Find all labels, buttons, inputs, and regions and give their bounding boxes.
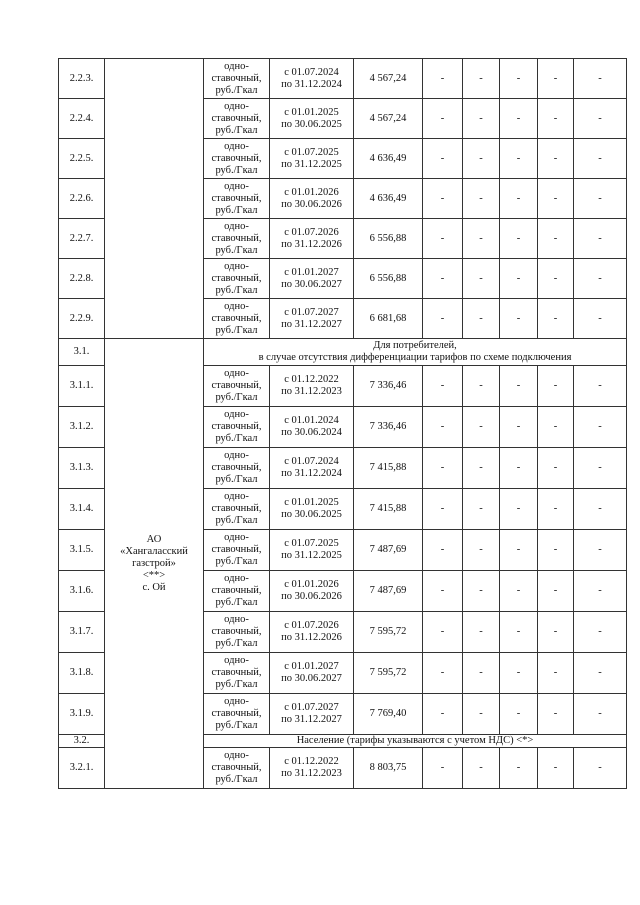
row-number: 2.2.5.	[59, 139, 105, 179]
empty-dash: -	[538, 571, 574, 612]
organization-cell-blank	[105, 59, 204, 339]
empty-dash: -	[500, 219, 538, 259]
empty-dash: -	[574, 99, 627, 139]
empty-dash: -	[574, 259, 627, 299]
row-number: 2.2.3.	[59, 59, 105, 99]
tariff-table	[58, 58, 627, 789]
period-cell: с 01.01.2025 по 30.06.2025	[270, 99, 354, 139]
empty-dash: -	[423, 489, 463, 530]
unit-cell: одно- ставочный, руб./Гкал	[204, 612, 270, 653]
empty-dash: -	[463, 366, 500, 407]
row-number: 3.1.2.	[59, 407, 105, 448]
period-cell: с 01.07.2025 по 31.12.2025	[270, 530, 354, 571]
empty-dash: -	[423, 407, 463, 448]
empty-dash: -	[463, 694, 500, 735]
empty-dash: -	[574, 219, 627, 259]
empty-dash: -	[500, 653, 538, 694]
empty-dash: -	[500, 489, 538, 530]
unit-cell: одно- ставочный, руб./Гкал	[204, 530, 270, 571]
empty-dash: -	[500, 694, 538, 735]
empty-dash: -	[423, 219, 463, 259]
empty-dash: -	[538, 219, 574, 259]
tariff-value: 6 681,68	[354, 299, 423, 339]
empty-dash: -	[423, 366, 463, 407]
tariff-value: 7 487,69	[354, 530, 423, 571]
empty-dash: -	[463, 748, 500, 789]
section-heading: Для потребителей, в случае отсутствия дифференциации тарифов по схеме подключения	[204, 339, 627, 366]
row-number: 2.2.6.	[59, 179, 105, 219]
empty-dash: -	[463, 299, 500, 339]
empty-dash: -	[500, 530, 538, 571]
row-number: 3.2.1.	[59, 748, 105, 789]
tariff-value: 7 487,69	[354, 571, 423, 612]
empty-dash: -	[423, 612, 463, 653]
empty-dash: -	[463, 139, 500, 179]
empty-dash: -	[500, 571, 538, 612]
row-number: 3.1.4.	[59, 489, 105, 530]
empty-dash: -	[423, 694, 463, 735]
row-number: 3.1.6.	[59, 571, 105, 612]
empty-dash: -	[500, 179, 538, 219]
empty-dash: -	[574, 179, 627, 219]
row-number: 3.1.3.	[59, 448, 105, 489]
empty-dash: -	[538, 259, 574, 299]
empty-dash: -	[463, 571, 500, 612]
period-cell: с 01.12.2022 по 31.12.2023	[270, 748, 354, 789]
empty-dash: -	[574, 694, 627, 735]
unit-cell: одно- ставочный, руб./Гкал	[204, 299, 270, 339]
period-cell: с 01.07.2026 по 31.12.2026	[270, 219, 354, 259]
tariff-value: 7 336,46	[354, 407, 423, 448]
empty-dash: -	[538, 407, 574, 448]
empty-dash: -	[574, 407, 627, 448]
empty-dash: -	[463, 530, 500, 571]
empty-dash: -	[574, 653, 627, 694]
empty-dash: -	[463, 489, 500, 530]
empty-dash: -	[500, 299, 538, 339]
tariff-value: 7 415,88	[354, 448, 423, 489]
period-cell: с 01.01.2027 по 30.06.2027	[270, 259, 354, 299]
empty-dash: -	[463, 259, 500, 299]
empty-dash: -	[500, 448, 538, 489]
period-cell: с 01.07.2024 по 31.12.2024	[270, 59, 354, 99]
row-number: 2.2.8.	[59, 259, 105, 299]
tariff-value: 4 636,49	[354, 179, 423, 219]
empty-dash: -	[423, 59, 463, 99]
tariff-value: 4 567,24	[354, 99, 423, 139]
empty-dash: -	[538, 489, 574, 530]
empty-dash: -	[574, 489, 627, 530]
empty-dash: -	[463, 99, 500, 139]
unit-cell: одно- ставочный, руб./Гкал	[204, 694, 270, 735]
unit-cell: одно- ставочный, руб./Гкал	[204, 748, 270, 789]
unit-cell: одно- ставочный, руб./Гкал	[204, 489, 270, 530]
empty-dash: -	[574, 366, 627, 407]
empty-dash: -	[423, 179, 463, 219]
table-row	[59, 59, 627, 99]
empty-dash: -	[538, 139, 574, 179]
empty-dash: -	[500, 259, 538, 299]
period-cell: с 01.01.2027 по 30.06.2027	[270, 653, 354, 694]
empty-dash: -	[574, 530, 627, 571]
empty-dash: -	[574, 748, 627, 789]
empty-dash: -	[500, 407, 538, 448]
row-number: 3.1.8.	[59, 653, 105, 694]
period-cell: с 01.12.2022 по 31.12.2023	[270, 366, 354, 407]
row-number: 3.1.5.	[59, 530, 105, 571]
row-number: 2.2.7.	[59, 219, 105, 259]
tariff-value: 6 556,88	[354, 259, 423, 299]
empty-dash: -	[500, 366, 538, 407]
section-heading: Население (тарифы указываются с учетом НДС) <*>	[204, 735, 627, 748]
tariff-value: 7 595,72	[354, 653, 423, 694]
empty-dash: -	[574, 612, 627, 653]
empty-dash: -	[423, 99, 463, 139]
section-header-row	[59, 339, 627, 366]
tariff-value: 6 556,88	[354, 219, 423, 259]
period-cell: с 01.07.2025 по 31.12.2025	[270, 139, 354, 179]
empty-dash: -	[423, 571, 463, 612]
period-cell: с 01.07.2027 по 31.12.2027	[270, 299, 354, 339]
period-cell: с 01.01.2026 по 30.06.2026	[270, 179, 354, 219]
empty-dash: -	[538, 448, 574, 489]
empty-dash: -	[500, 612, 538, 653]
unit-cell: одно- ставочный, руб./Гкал	[204, 259, 270, 299]
tariff-table-body	[59, 59, 627, 789]
empty-dash: -	[423, 653, 463, 694]
row-number: 3.2.	[59, 735, 105, 748]
unit-cell: одно- ставочный, руб./Гкал	[204, 571, 270, 612]
row-number: 2.2.4.	[59, 99, 105, 139]
empty-dash: -	[538, 694, 574, 735]
empty-dash: -	[538, 748, 574, 789]
empty-dash: -	[423, 448, 463, 489]
row-number: 3.1.	[59, 339, 105, 366]
row-number: 3.1.1.	[59, 366, 105, 407]
unit-cell: одно- ставочный, руб./Гкал	[204, 448, 270, 489]
empty-dash: -	[423, 299, 463, 339]
empty-dash: -	[500, 748, 538, 789]
tariff-value: 4 567,24	[354, 59, 423, 99]
empty-dash: -	[574, 571, 627, 612]
empty-dash: -	[538, 653, 574, 694]
unit-cell: одно- ставочный, руб./Гкал	[204, 99, 270, 139]
period-cell: с 01.07.2027 по 31.12.2027	[270, 694, 354, 735]
tariff-value: 7 769,40	[354, 694, 423, 735]
period-cell: с 01.01.2026 по 30.06.2026	[270, 571, 354, 612]
empty-dash: -	[463, 407, 500, 448]
row-number: 3.1.7.	[59, 612, 105, 653]
unit-cell: одно- ставочный, руб./Гкал	[204, 653, 270, 694]
empty-dash: -	[574, 139, 627, 179]
empty-dash: -	[538, 59, 574, 99]
empty-dash: -	[463, 612, 500, 653]
row-number: 3.1.9.	[59, 694, 105, 735]
empty-dash: -	[463, 448, 500, 489]
empty-dash: -	[574, 448, 627, 489]
unit-cell: одно- ставочный, руб./Гкал	[204, 59, 270, 99]
empty-dash: -	[463, 219, 500, 259]
empty-dash: -	[538, 179, 574, 219]
row-number: 2.2.9.	[59, 299, 105, 339]
empty-dash: -	[538, 99, 574, 139]
empty-dash: -	[423, 259, 463, 299]
unit-cell: одно- ставочный, руб./Гкал	[204, 219, 270, 259]
period-cell: с 01.01.2025 по 30.06.2025	[270, 489, 354, 530]
empty-dash: -	[463, 179, 500, 219]
unit-cell: одно- ставочный, руб./Гкал	[204, 407, 270, 448]
empty-dash: -	[500, 139, 538, 179]
empty-dash: -	[500, 59, 538, 99]
empty-dash: -	[538, 299, 574, 339]
period-cell: с 01.01.2024 по 30.06.2024	[270, 407, 354, 448]
empty-dash: -	[423, 139, 463, 179]
empty-dash: -	[500, 99, 538, 139]
empty-dash: -	[463, 59, 500, 99]
tariff-value: 7 415,88	[354, 489, 423, 530]
unit-cell: одно- ставочный, руб./Гкал	[204, 139, 270, 179]
tariff-value: 4 636,49	[354, 139, 423, 179]
unit-cell: одно- ставочный, руб./Гкал	[204, 366, 270, 407]
empty-dash: -	[538, 612, 574, 653]
period-cell: с 01.07.2026 по 31.12.2026	[270, 612, 354, 653]
empty-dash: -	[538, 366, 574, 407]
empty-dash: -	[574, 59, 627, 99]
organization-cell: АО «Хангаласский газстрой» <**> с. Ой	[105, 339, 204, 789]
empty-dash: -	[574, 299, 627, 339]
empty-dash: -	[463, 653, 500, 694]
tariff-value: 8 803,75	[354, 748, 423, 789]
unit-cell: одно- ставочный, руб./Гкал	[204, 179, 270, 219]
tariff-value: 7 336,46	[354, 366, 423, 407]
period-cell: с 01.07.2024 по 31.12.2024	[270, 448, 354, 489]
empty-dash: -	[423, 748, 463, 789]
empty-dash: -	[423, 530, 463, 571]
tariff-value: 7 595,72	[354, 612, 423, 653]
empty-dash: -	[538, 530, 574, 571]
